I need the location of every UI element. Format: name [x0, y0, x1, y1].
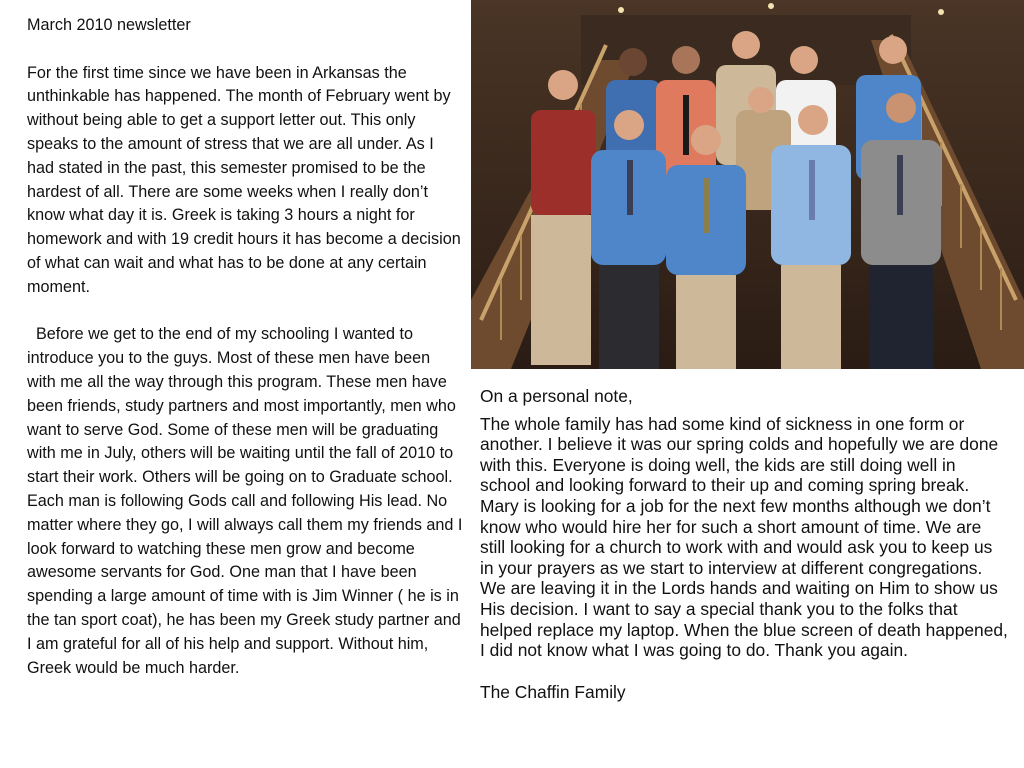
personal-note-body: The whole family has had some kind of sickness in one form or another. I believe it was our spring colds and hopefully we are done with this. Everyone is doing well, the kids are still doing well in school and looking forward to their up and coming spring break. Mary is looking for a job for the next few months although we don’t know who would hire her for such a short amount of time. We are still looking for a church to work with and would ask you to keep us in your prayers as we start to interview at different congregations. We are leaving it in the Lords hands and waiting on Him to show us His decision. I want to say a special thank you to the folks that helped replace my laptop. When the blue screen of death happened, I did not know what I was going to do. Thank you again. — [480, 413, 1008, 661]
group-photo-icon — [471, 0, 1024, 369]
personal-note-column — [480, 386, 1010, 702]
guys-paragraph: Before we get to the end of my schooling I wanted to introduce you to the guys. Most of these men have been with me all the way through this program. These men have been friends, study partners and most importantly, men who want to serve God. Some of these men will be graduating with me in July, others will be waiting until the fall of 2010 to start their work. Others will be going on to Graduate school. Each man is following Gods call and following His lead. No matter where they go, I will always call them my friends and I look forward to watching these men grow and become awesome servants for God. One man that I have been spending a large amount of time with is Jim Winner ( he is in the tan sport coat), he has been my Greek study partner and I am grateful for all of his help and support. Without him, Greek would be much harder. — [27, 325, 463, 677]
personal-note-heading: On a personal note, — [480, 386, 633, 406]
newsletter-title: March 2010 newsletter — [27, 16, 191, 34]
group-photo — [471, 0, 1024, 369]
spacer — [27, 300, 463, 324]
spacer — [27, 38, 463, 62]
signature: The Chaffin Family — [480, 681, 626, 702]
newsletter-left-column — [27, 14, 463, 680]
intro-paragraph: For the first time since we have been in Arkansas the unthinkable has happened. The month of February went by without being able to get a support letter out. This only speaks to the amount of stress that we are all under. As I had stated in the past, this semester promised to be the hardest of all. There are some weeks when I really don’t know what day it is. Greek is taking 3 hours a night for homework and with 19 credit hours it has become a decision of what can wait and what has to be done at any certain moment. — [27, 63, 461, 296]
